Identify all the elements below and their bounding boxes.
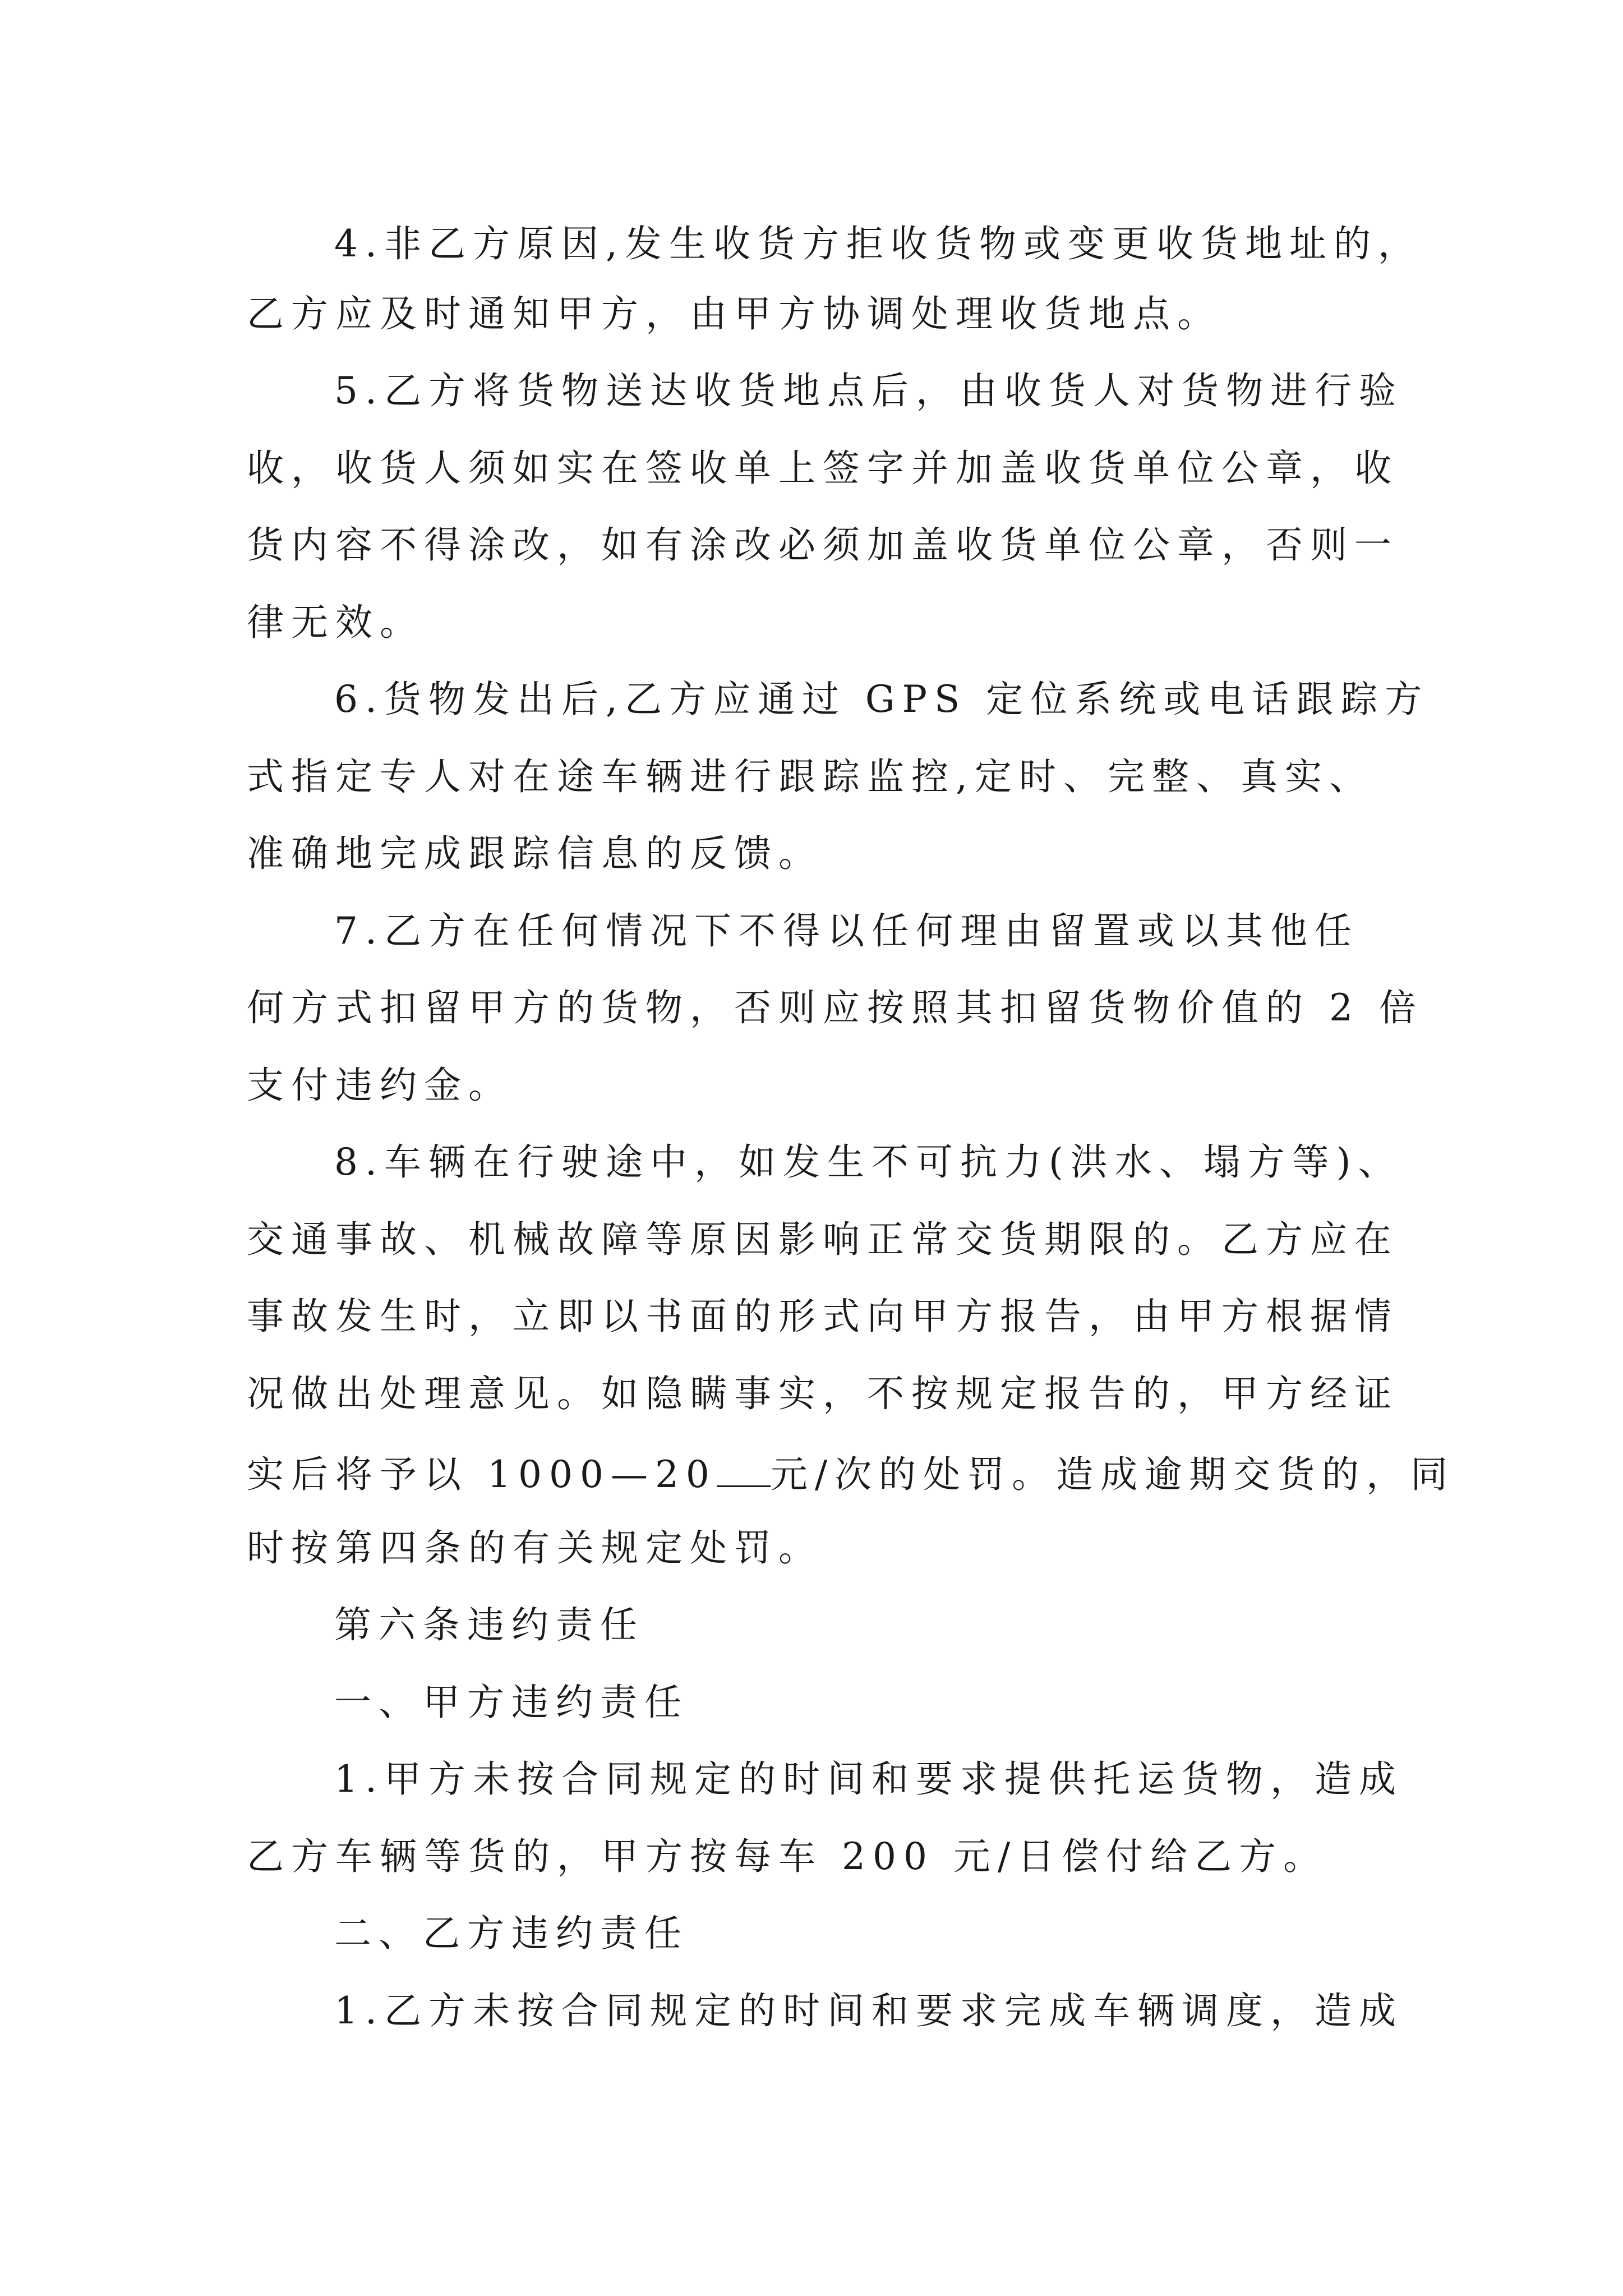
text-line: 6.货物发出后,乙方应通过 GPS 定位系统或电话跟踪方 — [334, 678, 1430, 721]
text-line: 5.乙方将货物送达收货地点后，由收货人对货物进行验 — [334, 369, 1403, 412]
text-line: 4.非乙方原因,发生收货方拒收货物或变更收货地址的， — [334, 222, 1422, 265]
subsection-heading: 二、乙方违约责任 — [334, 1912, 689, 1955]
text-line: 律无效。 — [247, 601, 424, 644]
text-line-with-blank — [247, 1448, 1455, 1497]
subsection-heading: 一、甲方违约责任 — [334, 1681, 689, 1724]
text-line: 准确地完成跟踪信息的反馈。 — [247, 832, 823, 875]
text-line: 货内容不得涂改，如有涂改必须加盖收货单位公章，否则一 — [247, 523, 1399, 567]
text-line: 式指定专人对在途车辆进行跟踪监控,定时、完整、真实、 — [247, 755, 1373, 798]
text-line: 1.乙方未按合同规定的时间和要求完成车辆调度，造成 — [334, 1989, 1403, 2032]
fill-in-blank — [717, 1448, 771, 1487]
text-line: 乙方应及时通知甲方，由甲方协调处理收货地点。 — [247, 292, 1221, 335]
text-line: 支付违约金。 — [247, 1064, 513, 1107]
text-line: 事故发生时，立即以书面的形式向甲方报告，由甲方根据情 — [247, 1295, 1399, 1338]
text-line: 何方式扣留甲方的货物，否则应按照其扣留货物价值的 2 倍 — [247, 986, 1423, 1029]
text-segment: 元/次的处罚。造成逾期交货的，同 — [770, 1453, 1455, 1496]
text-line: 交通事故、机械故障等原因影响正常交货期限的。乙方应在 — [247, 1218, 1399, 1261]
text-line: 况做出处理意见。如隐瞒事实，不按规定报告的，甲方经证 — [247, 1372, 1399, 1415]
section-heading: 第六条违约责任 — [334, 1603, 644, 1646]
text-line: 7.乙方在任何情况下不得以任何理由留置或以其他任 — [334, 909, 1359, 953]
text-line: 1.甲方未按合同规定的时间和要求提供托运货物，造成 — [334, 1757, 1403, 1801]
text-line: 时按第四条的有关规定处罚。 — [247, 1526, 823, 1570]
text-segment: 实后将予以 1000—20 — [247, 1453, 717, 1496]
text-line: 乙方车辆等货的，甲方按每车 200 元/日偿付给乙方。 — [247, 1835, 1328, 1878]
text-line: 收，收货人须如实在签收单上签字并加盖收货单位公章，收 — [247, 447, 1399, 490]
text-line: 8.车辆在行驶途中，如发生不可抗力(洪水、塌方等)、 — [334, 1140, 1403, 1184]
